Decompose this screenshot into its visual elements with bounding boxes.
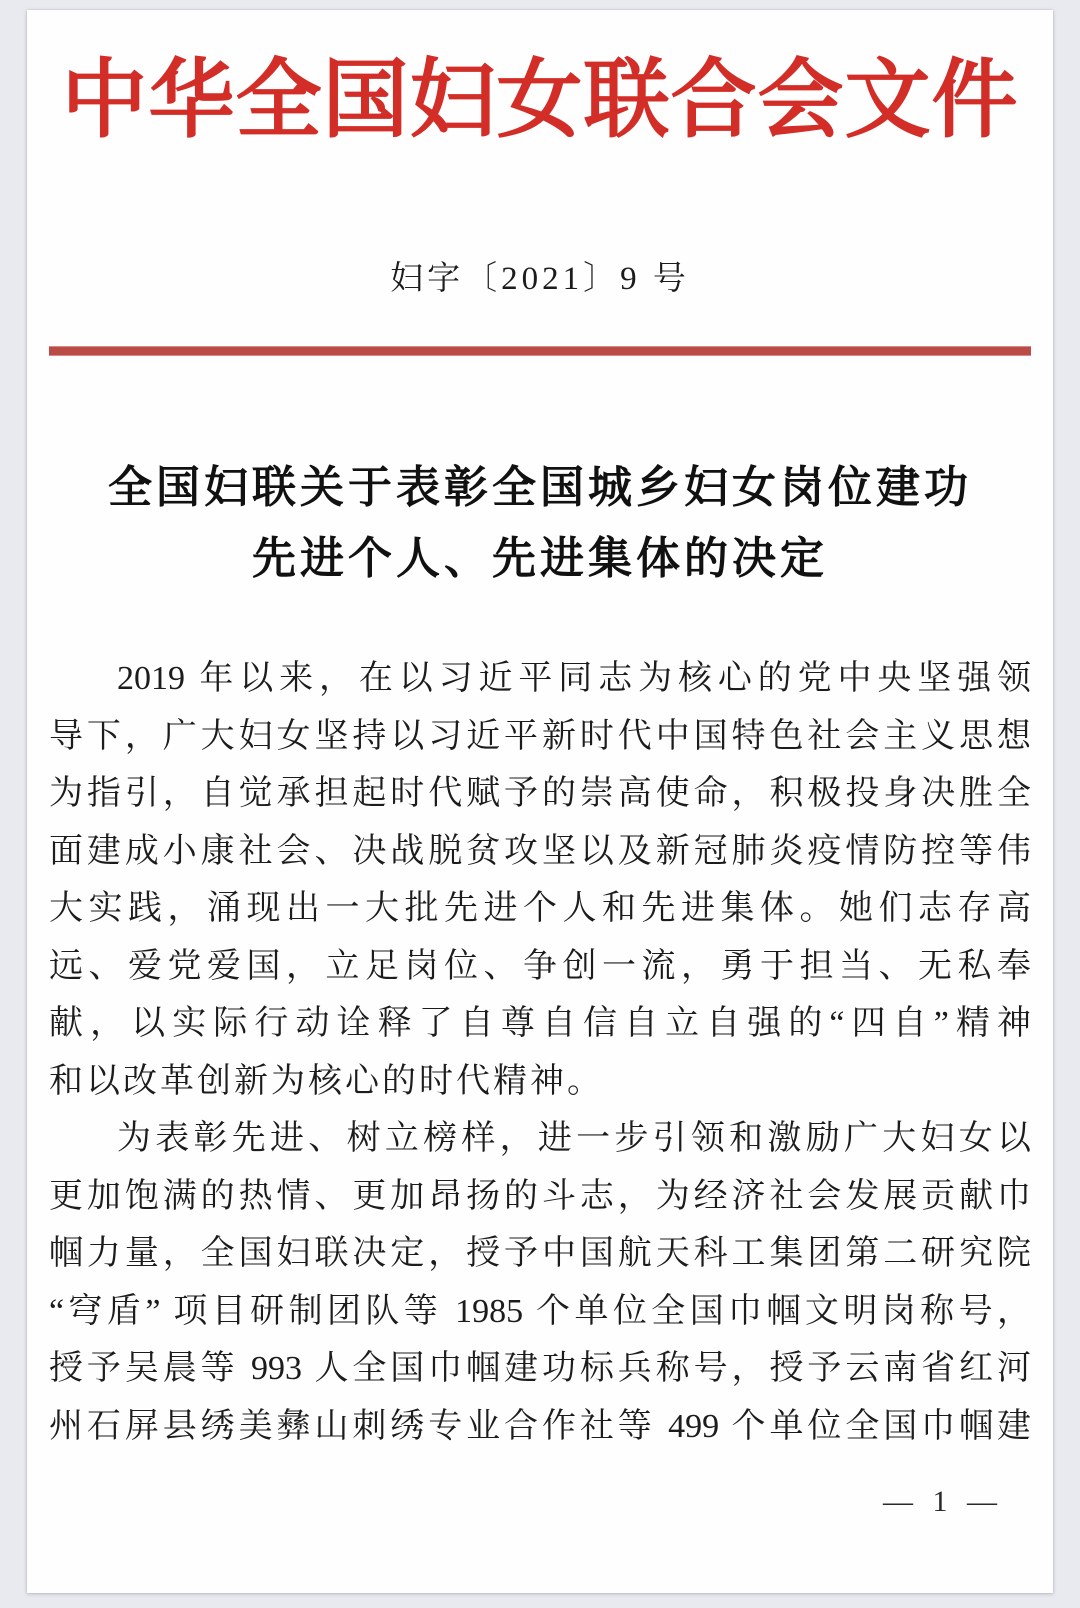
document-page — [27, 10, 1053, 1593]
page-number: — 1 — — [883, 1485, 1003, 1518]
body-paragraph2-line: 为表彰先进、树立榜样，进一步引领和激励广大妇女以 — [117, 1120, 1031, 1157]
document-body — [49, 650, 1031, 1455]
document-title-line2: 先进个人、先进集体的决定 — [252, 534, 828, 583]
document-title — [49, 452, 1031, 594]
body-paragraph1-line: 为指引，自觉承担起时代赋予的崇高使命，积极投身决胜全 — [49, 775, 1031, 812]
body-paragraph1-line: 面建成小康社会、决战脱贫攻坚以及新冠肺炎疫情防控等伟 — [49, 832, 1031, 870]
body-paragraph1-line: 大实践，涌现出一大批先进个人和先进集体。她们志存高 — [49, 890, 1031, 927]
body-paragraph2-line: “穹盾” 项目研制团队等 1985 个单位全国巾帼文明岗称号， — [49, 1292, 1031, 1330]
body-paragraph2-line: 州石屏县绣美彝山刺绣专业合作社等 499 个单位全国巾帼建 — [49, 1407, 1031, 1445]
red-divider-line — [49, 346, 1031, 356]
body-paragraph1-line: 献，以实际行动诠释了自尊自信自立自强的“四自”精神 — [49, 1005, 1031, 1042]
body-paragraph1-line: 远、爱党爱国，立足岗位、争创一流，勇于担当、无私奉 — [49, 947, 1031, 985]
body-paragraph1-line: 和以改革创新为核心的时代精神。 — [49, 1062, 604, 1100]
doc-number: 妇字〔2021〕9 号 — [390, 261, 690, 297]
org-header-title: 中华全国妇女联合会文件 — [61, 52, 1019, 148]
body-paragraph1-line: 导下，广大妇女坚持以习近平新时代中国特色社会主义思想 — [49, 717, 1031, 755]
body-paragraph2-line: 更加饱满的热情、更加昂扬的斗志，为经济社会发展贡献巾 — [49, 1177, 1031, 1215]
body-paragraph2-line: 授予吴晨等 993 人全国巾帼建功标兵称号，授予云南省红河 — [49, 1350, 1031, 1387]
body-paragraph1-line: 2019 年以来，在以习近平同志为核心的党中央坚强领 — [117, 660, 1031, 697]
document-title-line1: 全国妇联关于表彰全国城乡妇女岗位建功 — [108, 463, 972, 512]
body-paragraph2-line: 帼力量，全国妇联决定，授予中国航天科工集团第二研究院 — [49, 1235, 1031, 1272]
